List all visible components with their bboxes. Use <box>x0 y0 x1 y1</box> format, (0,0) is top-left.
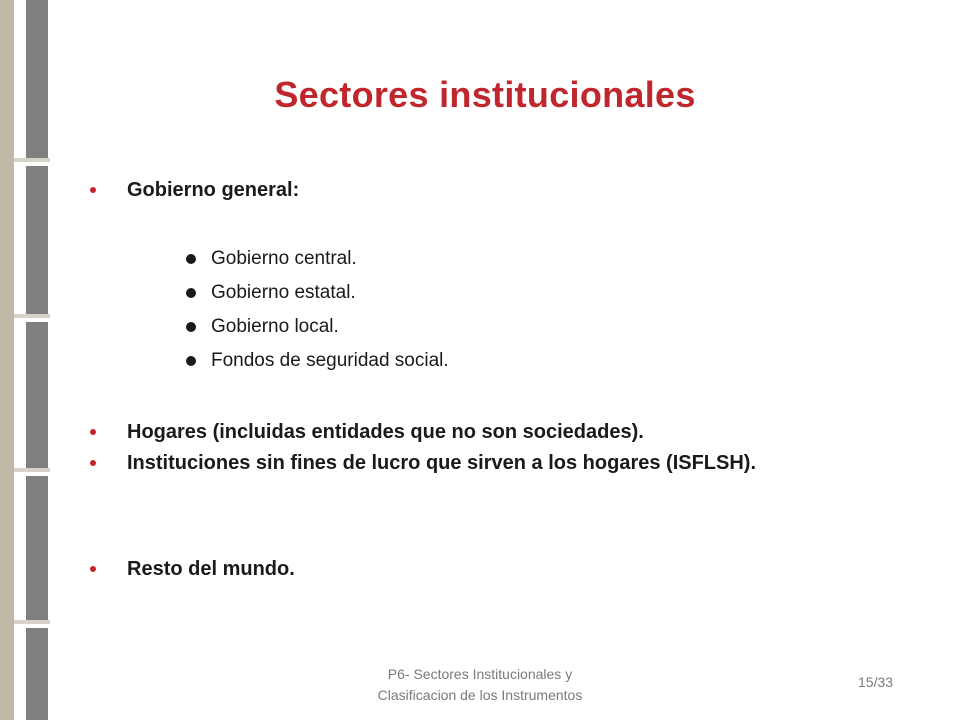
sidebar-gray-block <box>26 166 48 314</box>
sub-item-text: Gobierno central. <box>211 248 357 269</box>
bullet-dot-icon <box>90 429 96 435</box>
sidebar-gray-block <box>26 476 48 620</box>
sidebar-gray-block <box>26 628 48 720</box>
bullet-text: Gobierno general: <box>127 179 300 201</box>
slide-title: Sectores institucionales <box>274 74 696 115</box>
sub-bullet-dot-icon <box>186 288 196 298</box>
bullet-dot-icon <box>90 566 96 572</box>
bullet-text: Hogares (incluidas entidades que no son sociedades). <box>127 421 644 443</box>
bullet-text: Instituciones sin fines de lucro que sirven a los hogares (ISFLSH). <box>127 452 757 474</box>
sidebar-gray-block <box>26 322 48 468</box>
footer-line-1: P6- Sectores Institucionales y <box>387 666 573 682</box>
bullet-dot-icon <box>90 460 96 466</box>
page-number: 15/33 <box>858 674 894 690</box>
footer-caption <box>330 664 630 706</box>
sub-bullet-dot-icon <box>186 254 196 264</box>
sub-item-text: Gobierno estatal. <box>211 282 356 303</box>
bullet-dot-icon <box>90 187 96 193</box>
footer-line-2: Clasificacion de los Instrumentos <box>377 687 583 703</box>
sub-item-text: Gobierno local. <box>211 316 339 337</box>
sub-item-text: Fondos de seguridad social. <box>211 350 449 371</box>
sub-bullet-dot-icon <box>186 322 196 332</box>
bullet-text: Resto del mundo. <box>127 558 295 580</box>
sub-bullet-dot-icon <box>186 356 196 366</box>
